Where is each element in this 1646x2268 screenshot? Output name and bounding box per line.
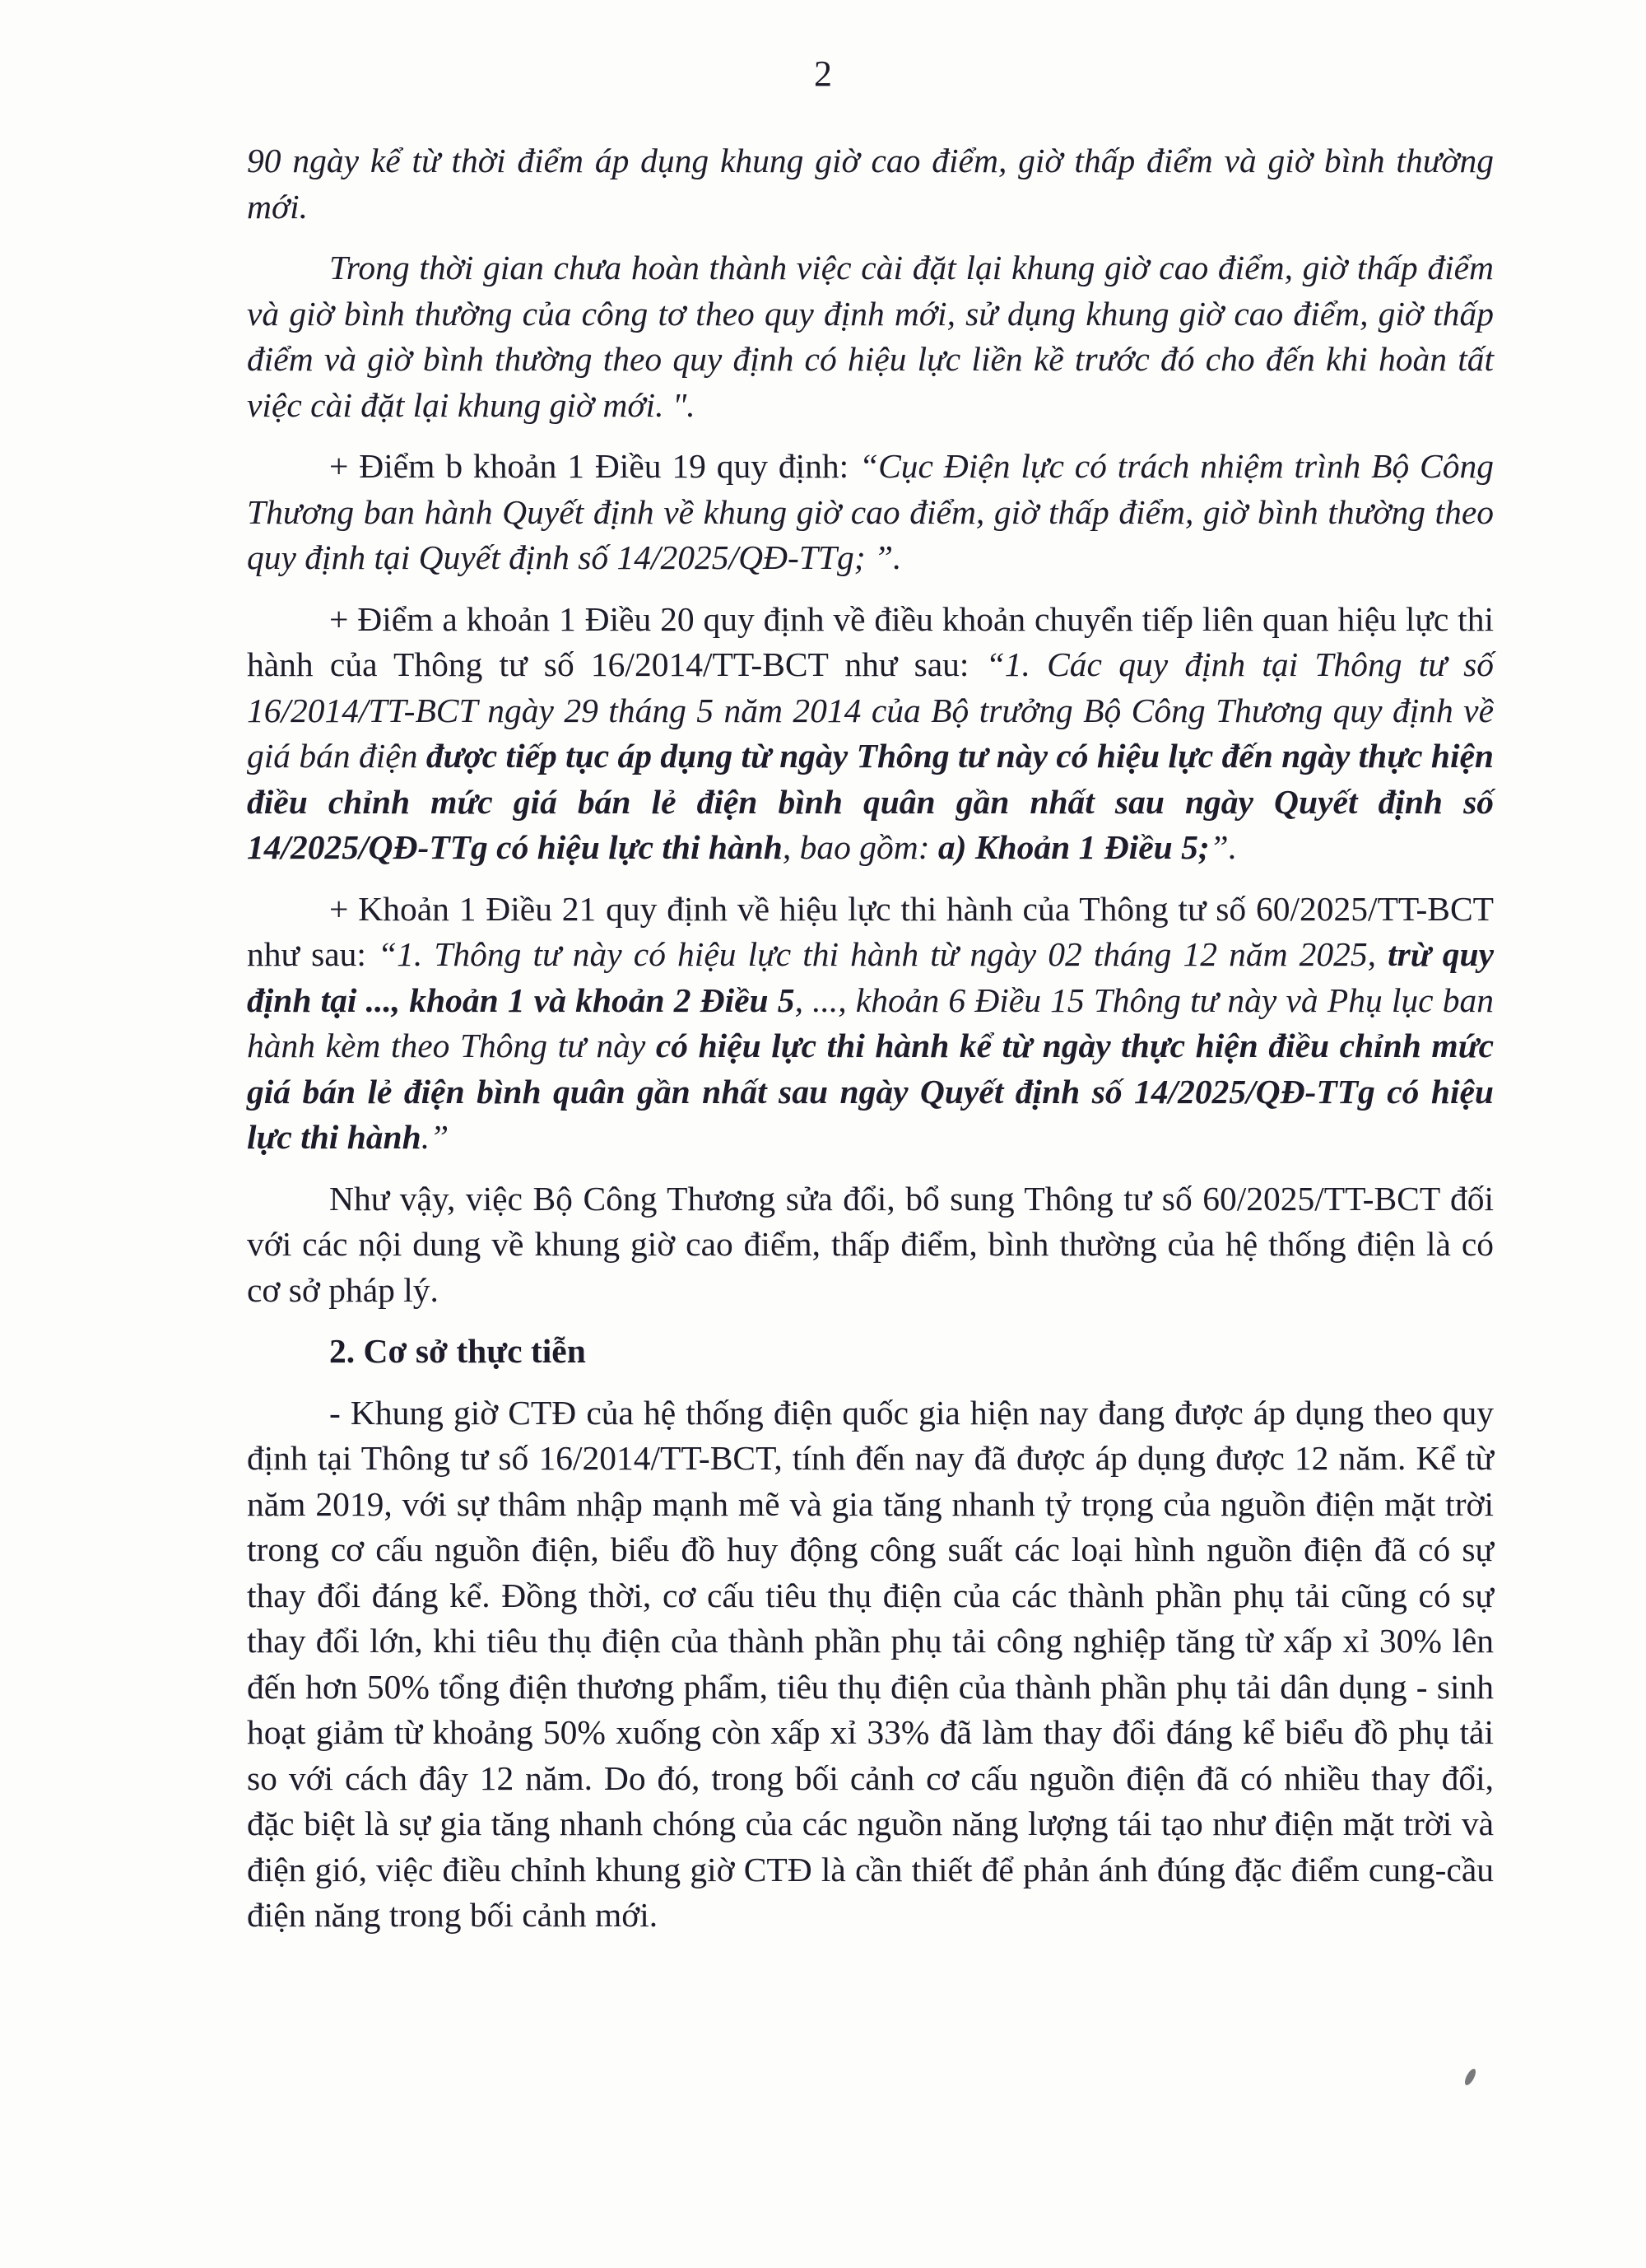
text-run: “1. Các quy định tại Thông tư số 16/2014/TT-BCT ngày 29 tháng 5 năm 2014 của Bộ trưởng Bộ Công Thương quy định về giá bán điện [247, 645, 1494, 775]
text-run: - Khung giờ CTĐ của hệ thống điện quốc gia hiện nay đang được áp dụng theo quy định tại Thông tư số 16/2014/TT-BCT, tính đến nay đã được áp dụng được 12 năm. Kể từ năm 2019, với sự thâm nhập mạnh mẽ và gia tăng nhanh tỷ trọng của nguồn điện mặt trời trong cơ cấu nguồn điện, biểu đồ huy động công suất các loại hình nguồn điện đã có sự thay đổi đáng kể. Đồng thời, cơ cấu tiêu thụ điện của các thành phần phụ tải cũng có sự thay đổi lớn, khi tiêu thụ điện của thành phần phụ tải công nghiệp tăng từ xấp xỉ 30% lên đến hơn 50% tổng điện thương phẩm, tiêu thụ điện của thành phần phụ tải dân dụng - sinh hoạt giảm từ khoảng 50% xuống còn xấp xỉ 33% đã làm thay đổi đáng kể biểu đồ phụ tải so với cách đây 12 năm. Do đó, trong bối cảnh cơ cấu nguồn điện đã có nhiều thay đổi, đặc biệt là sự gia tăng nhanh chóng của các nguồn năng lượng tái tạo như điện mặt trời và điện gió, việc điều chỉnh khung giờ CTĐ là cần thiết để phản ánh đúng đặc điểm cung-cầu điện năng trong bối cảnh mới. [247, 1393, 1494, 1934]
text-run: trừ quy định tại ..., khoản 1 và khoản 2 Điều 5 [247, 935, 1495, 1019]
text-run: + Điểm b khoản 1 Điều 19 quy định: [329, 447, 859, 485]
text-run: + Điểm a khoản 1 Điều 20 quy định về điều khoản chuyển tiếp liên quan hiệu lực thi hành của Thông tư số 16/2014/TT-BCT như sau: [247, 599, 1494, 683]
section-heading-text: 2. Cơ sở thực tiễn [329, 1332, 586, 1370]
text-run: Như vậy, việc Bộ Công Thương sửa đổi, bổ sung Thông tư số 60/2025/TT-BCT đối với các nội dung về khung giờ cao điểm, thấp điểm, bình thường của hệ thống điện là có cơ sở pháp lý. [247, 1179, 1494, 1309]
paragraph-1 [247, 138, 1494, 230]
paragraph-7 [247, 1390, 1494, 1939]
body-text [247, 138, 1494, 1954]
text-run: 90 ngày kể từ thời điểm áp dụng khung giờ cao điểm, giờ thấp điểm và giờ bình thường mới. [247, 142, 1494, 226]
section-heading [247, 1329, 1494, 1375]
text-run: được tiếp tục áp dụng từ ngày Thông tư này có hiệu lực đến ngày thực hiện điều chỉnh mức giá bán lẻ điện bình quân gần nhất sau ngày Quyết định số 14/2025/QĐ-TTg có hiệu lực thi hành [247, 737, 1494, 866]
text-run: + Khoản 1 Điều 21 quy định về hiệu lực thi hành của Thông tư số 60/2025/TT-BCT như sau: [247, 889, 1494, 973]
paragraph-4 [247, 597, 1494, 871]
text-run: .” [421, 1118, 449, 1156]
text-run: , ..., khoản 6 Điều 15 Thông tư này và Phụ lục ban hành kèm theo Thông tư này [247, 980, 1494, 1064]
text-run: ”. [1209, 828, 1238, 866]
paragraph-2 [247, 245, 1494, 428]
text-run: Trong thời gian chưa hoàn thành việc cài đặt lại khung giờ cao điểm, giờ thấp điểm và giờ bình thường của công tơ theo quy định mới, sử dụng khung giờ cao điểm, giờ thấp điểm và giờ bình thường theo quy định có hiệu lực liền kề trước đó cho đến khi hoàn tất việc cài đặt lại khung giờ mới. ". [247, 249, 1494, 424]
text-run: “1. Thông tư này có hiệu lực thi hành từ ngày 02 tháng 12 năm 2025, [378, 935, 1388, 973]
scan-speck [1462, 2067, 1477, 2087]
text-run: có hiệu lực thi hành kể từ ngày thực hiện điều chỉnh mức giá bán lẻ điện bình quân gần nhất sau ngày Quyết định số 14/2025/QĐ-TTg có hiệu lực thi hành [247, 1027, 1494, 1156]
paragraph-6 [247, 1176, 1494, 1314]
text-run: “Cục Điện lực có trách nhiệm trình Bộ Công Thương ban hành Quyết định về khung giờ cao điểm, giờ thấp điểm, giờ bình thường theo quy định tại Quyết định số 14/2025/QĐ-TTg; ”. [247, 447, 1494, 576]
paragraph-3 [247, 444, 1494, 581]
text-run: a) Khoản 1 Điều 5; [937, 828, 1210, 866]
paragraph-5 [247, 887, 1494, 1161]
page-number: 2 [814, 54, 832, 94]
text-run: , bao gồm: [782, 828, 938, 866]
